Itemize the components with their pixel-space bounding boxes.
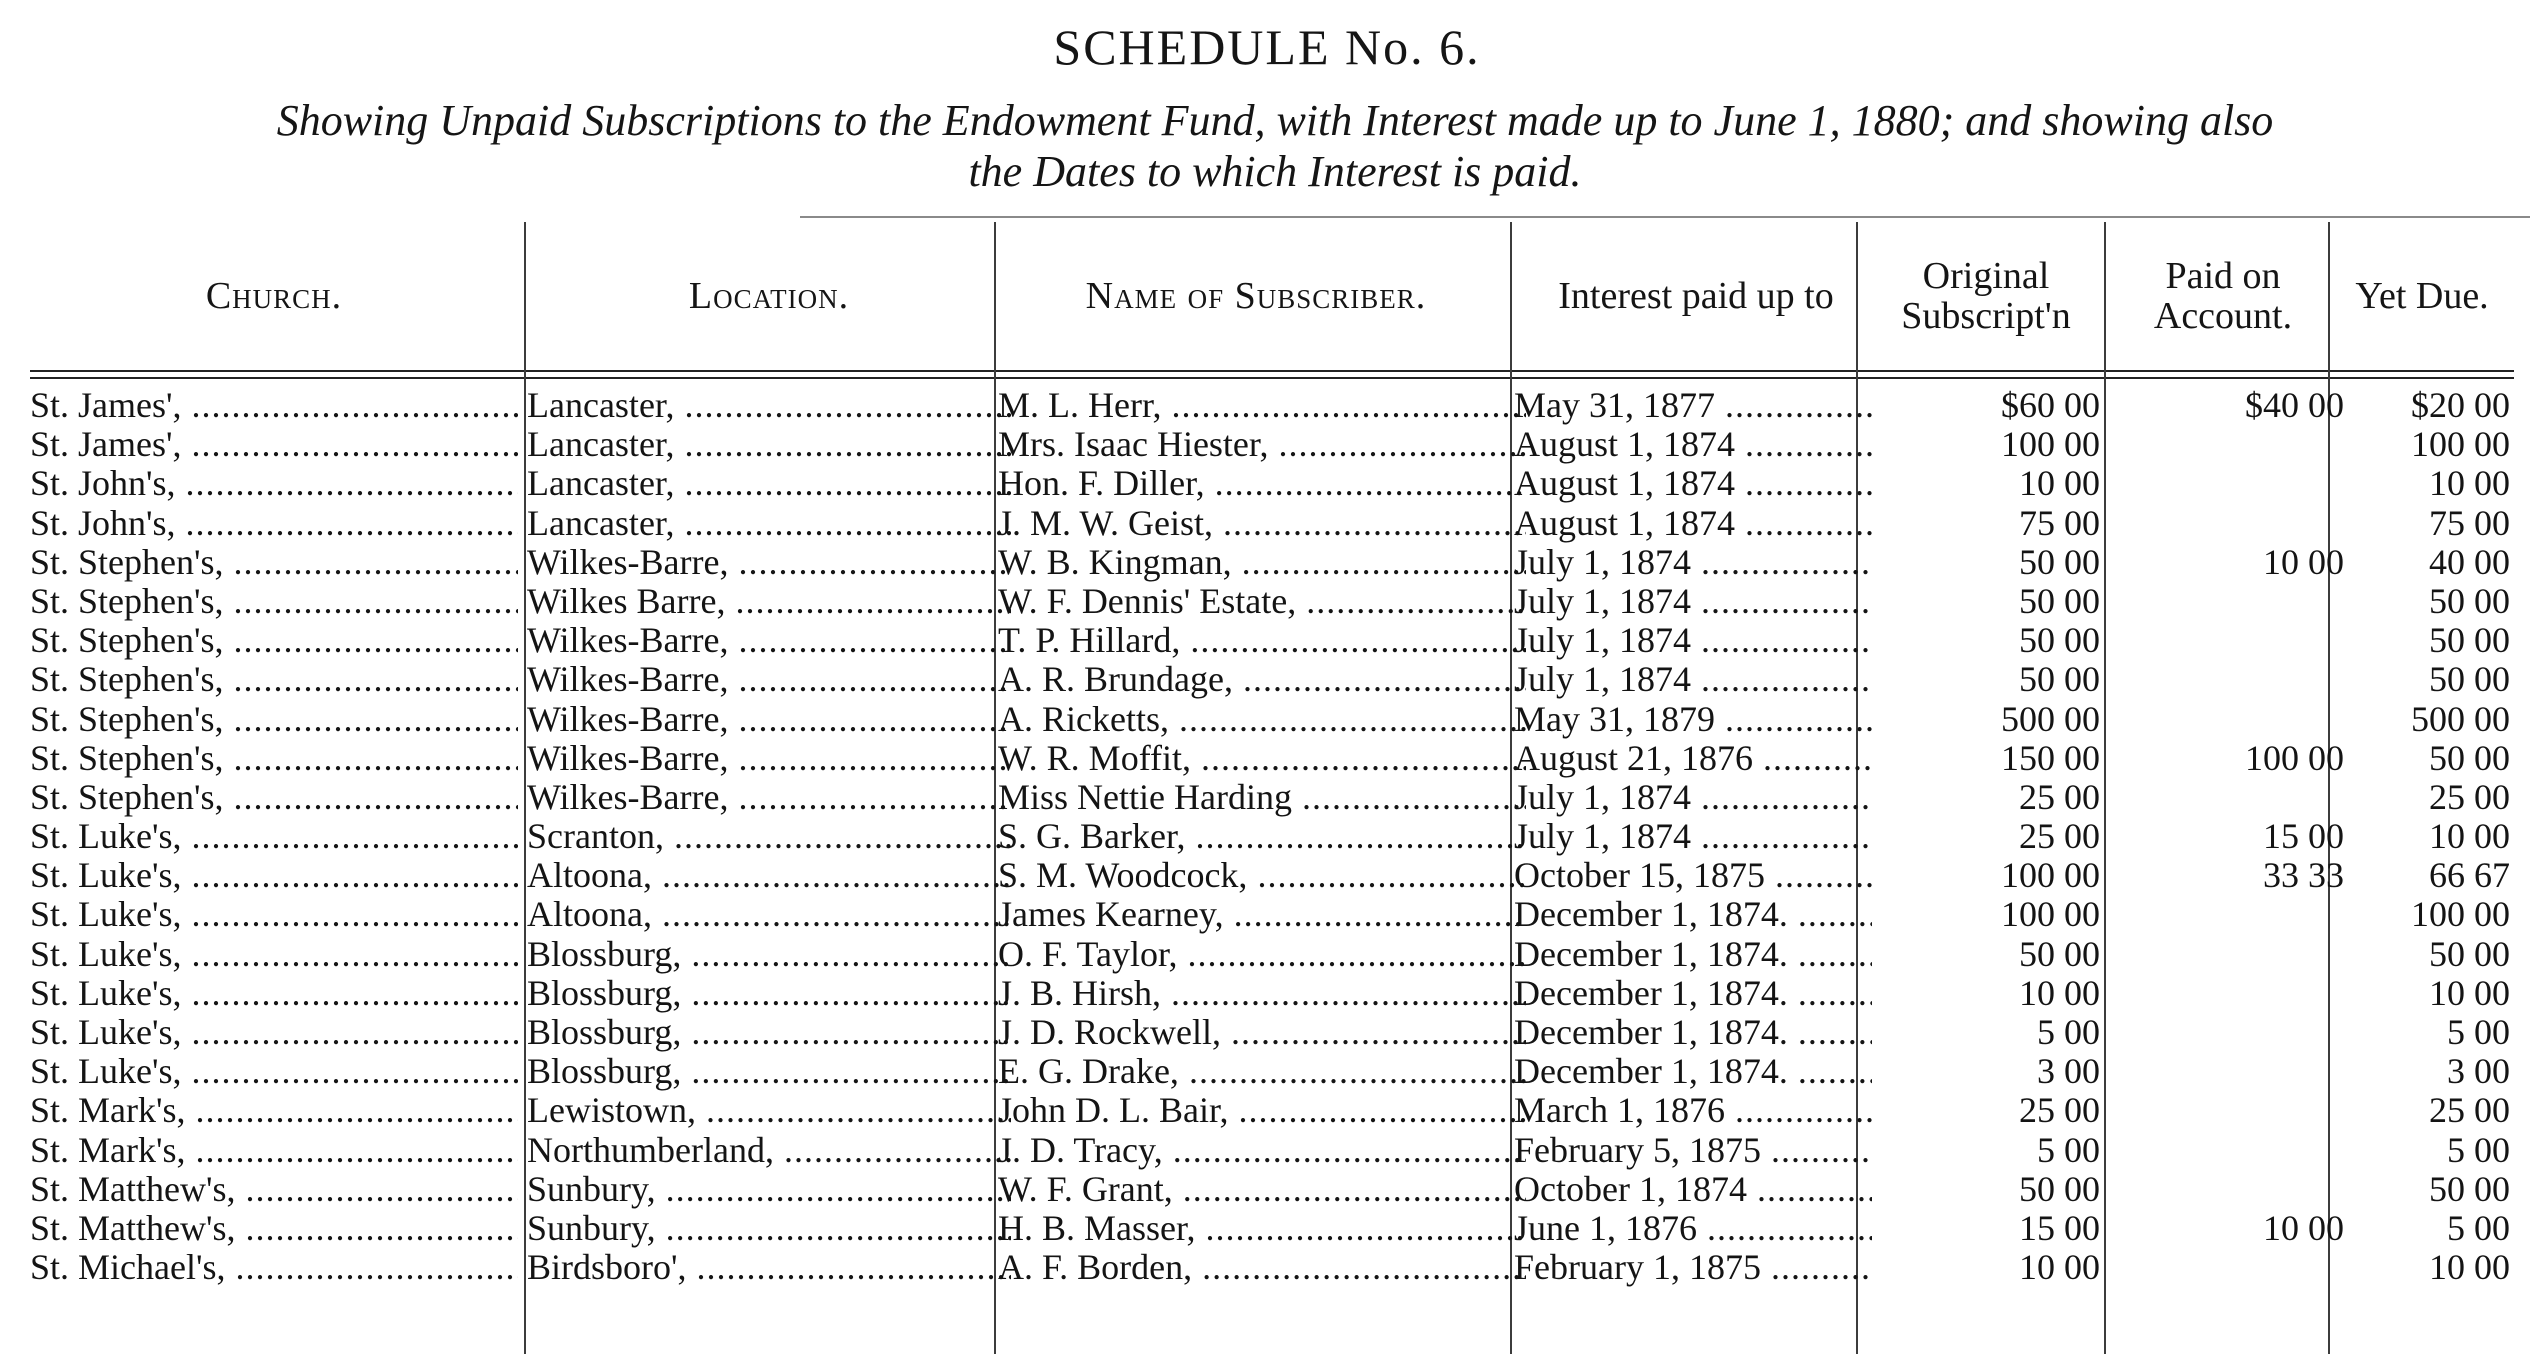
cell-church: St. Stephen's, .....: [30, 778, 518, 817]
cell-subscriber: A. Ricketts, .....: [998, 700, 1526, 739]
cell-original: $60 00: [2001, 386, 2100, 425]
table-row: [30, 856, 2514, 895]
cell-subscriber: Miss Nettie Harding .....: [998, 778, 1526, 817]
cell-interest: July 1, 1874 .....: [1514, 621, 1872, 660]
cell-interest: June 1, 1876 .....: [1514, 1209, 1872, 1248]
cell-church: St. Matthew's, .....: [30, 1209, 518, 1248]
cell-due: 100 00: [2411, 895, 2510, 935]
cell-paid: 33 33: [2263, 856, 2344, 896]
header-rule: [800, 216, 2530, 218]
cell-subscriber: John D. L. Bair, .....: [998, 1091, 1526, 1130]
cell-interest: March 1, 1876 .....: [1514, 1091, 1872, 1130]
cell-original: 150 00: [2001, 738, 2100, 778]
header-location: Location.: [688, 275, 850, 317]
cell-church: St. John's, .....: [30, 464, 518, 503]
cell-due: 10 00: [2429, 817, 2510, 857]
cell-subscriber: W. R. Moffit, .....: [998, 739, 1526, 778]
cell-original: 25 00: [2019, 817, 2100, 857]
cell-original: 10 00: [2019, 973, 2100, 1013]
cell-church: St. James', .....: [30, 386, 518, 425]
cell-due: 10 00: [2429, 1248, 2510, 1288]
cell-location: Wilkes-Barre, .....: [527, 543, 1011, 582]
cell-subscriber: E. G. Drake, .....: [998, 1052, 1526, 1091]
cell-original: 5 00: [2037, 1013, 2100, 1052]
cell-location: Wilkes-Barre, .....: [527, 621, 1011, 660]
table-row: [30, 1052, 2514, 1091]
cell-paid: 10 00: [2263, 542, 2344, 582]
cell-original: 3 00: [2037, 1052, 2100, 1092]
cell-original: 10 00: [2019, 464, 2100, 504]
table-row: [30, 895, 2514, 934]
table-row: [30, 1131, 2514, 1170]
cell-original: 25 00: [2019, 1091, 2100, 1131]
cell-original: 25 00: [2019, 777, 2100, 817]
cell-interest: July 1, 1874 .....: [1514, 543, 1872, 582]
cell-original: 10 00: [2019, 1248, 2100, 1288]
cell-location: Wilkes-Barre, .....: [527, 778, 1011, 817]
cell-interest: July 1, 1874 .....: [1514, 582, 1872, 621]
cell-location: Lancaster, .....: [527, 464, 1011, 503]
cell-original: 50 00: [2019, 581, 2100, 621]
cell-original: 100 00: [2001, 856, 2100, 896]
cell-subscriber: J. B. Hirsh, .....: [998, 974, 1526, 1013]
cell-church: St. Mark's, .....: [30, 1091, 518, 1130]
cell-church: St. John's, .....: [30, 504, 518, 543]
cell-church: St. Luke's, .....: [30, 1052, 518, 1091]
header-paid: [2110, 222, 2336, 370]
cell-interest: May 31, 1877 .....: [1514, 386, 1872, 425]
table-row: [30, 1013, 2514, 1052]
cell-location: Blossburg, .....: [527, 1052, 1011, 1091]
cell-due: 50 00: [2429, 934, 2510, 974]
cell-location: Lancaster, .....: [527, 504, 1011, 543]
cell-church: St. Luke's, .....: [30, 895, 518, 934]
cell-subscriber: W. B. Kingman, .....: [998, 543, 1526, 582]
cell-interest: August 1, 1874 .....: [1514, 425, 1872, 464]
header-original: [1858, 222, 2114, 370]
table-row: [30, 817, 2514, 856]
cell-location: Altoona, .....: [527, 856, 1011, 895]
cell-due: 50 00: [2429, 621, 2510, 661]
cell-original: 75 00: [2019, 503, 2100, 543]
cell-due: $20 00: [2411, 386, 2510, 425]
table-body: [30, 386, 2514, 1287]
cell-due: 40 00: [2429, 542, 2510, 582]
table-row: [30, 1209, 2514, 1248]
cell-subscriber: O. F. Taylor, .....: [998, 935, 1526, 974]
cell-location: Blossburg, .....: [527, 935, 1011, 974]
table-row: [30, 1248, 2514, 1287]
cell-interest: October 1, 1874 .....: [1514, 1170, 1872, 1209]
cell-location: Lewistown, .....: [527, 1091, 1011, 1130]
cell-original: 50 00: [2019, 621, 2100, 661]
cell-interest: December 1, 1874. .....: [1514, 935, 1872, 974]
header-subscriber: Name of Subscriber.: [1085, 275, 1427, 317]
cell-due: 50 00: [2429, 1169, 2510, 1209]
cell-interest: December 1, 1874. .....: [1514, 974, 1872, 1013]
cell-interest: February 1, 1875 .....: [1514, 1248, 1872, 1287]
cell-location: Wilkes-Barre, .....: [527, 739, 1011, 778]
cell-church: St. Stephen's, .....: [30, 582, 518, 621]
header-paid-line-1: Paid on: [2165, 255, 2281, 297]
cell-subscriber: H. B. Masser, .....: [998, 1209, 1526, 1248]
cell-due: 3 00: [2447, 1052, 2510, 1092]
page-title: SCHEDULE No. 6.: [1053, 19, 1481, 75]
cell-location: Altoona, .....: [527, 895, 1011, 934]
cell-location: Wilkes-Barre, .....: [527, 660, 1011, 699]
cell-due: 50 00: [2429, 660, 2510, 700]
cell-church: St. Stephen's, .....: [30, 543, 518, 582]
table-row: [30, 386, 2514, 425]
cell-church: St. Stephen's, .....: [30, 621, 518, 660]
header-due: Yet Due.: [2355, 275, 2489, 317]
cell-subscriber: S. G. Barker, .....: [998, 817, 1526, 856]
cell-subscriber: James Kearney, .....: [998, 895, 1526, 934]
cell-church: St. Matthew's, .....: [30, 1170, 518, 1209]
cell-due: 25 00: [2429, 777, 2510, 817]
table-row: [30, 425, 2514, 464]
table-row: [30, 621, 2514, 660]
cell-church: St. Stephen's, .....: [30, 700, 518, 739]
cell-church: St. Stephen's, .....: [30, 739, 518, 778]
cell-due: 25 00: [2429, 1091, 2510, 1131]
subtitle-line-2: the Dates to which Interest is paid.: [968, 147, 1582, 196]
cell-subscriber: A. F. Borden, .....: [998, 1248, 1526, 1287]
cell-due: 50 00: [2429, 581, 2510, 621]
cell-subscriber: W. F. Dennis' Estate, .....: [998, 582, 1526, 621]
cell-church: St. Luke's, .....: [30, 1013, 518, 1052]
cell-church: St. Stephen's, .....: [30, 660, 518, 699]
cell-subscriber: Mrs. Isaac Hiester, .....: [998, 425, 1526, 464]
table-row: [30, 660, 2514, 699]
cell-location: Scranton, .....: [527, 817, 1011, 856]
cell-paid: 100 00: [2245, 738, 2344, 778]
cell-paid: 10 00: [2263, 1208, 2344, 1248]
table-row: [30, 1091, 2514, 1130]
cell-location: Wilkes-Barre, .....: [527, 700, 1011, 739]
table-row: [30, 974, 2514, 1013]
cell-interest: July 1, 1874 .....: [1514, 817, 1872, 856]
cell-location: Birdsboro', .....: [527, 1248, 1011, 1287]
cell-due: 66 67: [2429, 856, 2510, 896]
table-row: [30, 543, 2514, 582]
cell-subscriber: M. L. Herr, .....: [998, 386, 1526, 425]
cell-original: 50 00: [2019, 1169, 2100, 1209]
cell-original: 50 00: [2019, 934, 2100, 974]
cell-interest: December 1, 1874. .....: [1514, 1052, 1872, 1091]
cell-paid: $40 00: [2245, 386, 2344, 425]
cell-church: St. Luke's, .....: [30, 935, 518, 974]
cell-interest: July 1, 1874 .....: [1514, 778, 1872, 817]
cell-original: 100 00: [2001, 895, 2100, 935]
cell-subscriber: J. M. W. Geist, .....: [998, 504, 1526, 543]
table-row: [30, 582, 2514, 621]
cell-original: 50 00: [2019, 542, 2100, 582]
cell-interest: May 31, 1879 .....: [1514, 700, 1872, 739]
cell-subscriber: W. F. Grant, .....: [998, 1170, 1526, 1209]
cell-due: 50 00: [2429, 738, 2510, 778]
table-row: [30, 504, 2514, 543]
table-row: [30, 935, 2514, 974]
cell-location: Lancaster, .....: [527, 425, 1011, 464]
cell-subscriber: T. P. Hillard, .....: [998, 621, 1526, 660]
cell-interest: August 21, 1876 .....: [1514, 739, 1872, 778]
cell-due: 10 00: [2429, 464, 2510, 504]
cell-interest: December 1, 1874. .....: [1514, 1013, 1872, 1052]
header-church: Church.: [205, 275, 343, 317]
cell-location: Northumberland, .....: [527, 1131, 1011, 1170]
table-row: [30, 1170, 2514, 1209]
cell-interest: December 1, 1874. .....: [1514, 895, 1872, 934]
cell-location: Lancaster, .....: [527, 386, 1011, 425]
cell-original: 100 00: [2001, 425, 2100, 465]
cell-interest: August 1, 1874 .....: [1514, 464, 1872, 503]
cell-church: St. James', .....: [30, 425, 518, 464]
table-row: [30, 464, 2514, 503]
subtitle-line-1: Showing Unpaid Subscriptions to the Endowment Fund, with Interest made up to June 1, 1880; and showing also: [276, 96, 2274, 145]
cell-due: 500 00: [2411, 699, 2510, 739]
cell-church: St. Mark's, .....: [30, 1131, 518, 1170]
cell-location: Sunbury, .....: [527, 1170, 1011, 1209]
cell-interest: August 1, 1874 .....: [1514, 504, 1872, 543]
cell-church: St. Luke's, .....: [30, 974, 518, 1013]
cell-subscriber: S. M. Woodcock, .....: [998, 856, 1526, 895]
cell-due: 5 00: [2447, 1130, 2510, 1170]
table-row: [30, 778, 2514, 817]
cell-interest: October 15, 1875 .....: [1514, 856, 1872, 895]
cell-subscriber: Hon. F. Diller, .....: [998, 464, 1526, 503]
table-row: [30, 700, 2514, 739]
header-interest: Interest paid up to: [1558, 275, 1834, 317]
cell-church: St. Michael's, .....: [30, 1248, 518, 1287]
cell-location: Blossburg, .....: [527, 974, 1011, 1013]
cell-location: Blossburg, .....: [527, 1013, 1011, 1052]
cell-subscriber: J. D. Rockwell, .....: [998, 1013, 1526, 1052]
cell-church: St. Luke's, .....: [30, 817, 518, 856]
cell-paid: 15 00: [2263, 817, 2344, 857]
cell-interest: February 5, 1875 .....: [1514, 1131, 1872, 1170]
cell-due: 100 00: [2411, 425, 2510, 465]
cell-due: 5 00: [2447, 1013, 2510, 1052]
cell-church: St. Luke's, .....: [30, 856, 518, 895]
header-original-line-2: Subscript'n: [1901, 295, 2071, 337]
cell-due: 5 00: [2447, 1208, 2510, 1248]
table-row: [30, 739, 2514, 778]
header-double-rule: [30, 370, 2514, 379]
header-original-line-1: Original: [1922, 255, 2050, 297]
cell-original: 15 00: [2019, 1208, 2100, 1248]
header-paid-line-2: Account.: [2153, 295, 2293, 337]
cell-due: 10 00: [2429, 973, 2510, 1013]
cell-original: 500 00: [2001, 699, 2100, 739]
cell-original: 5 00: [2037, 1130, 2100, 1170]
cell-location: Sunbury, .....: [527, 1209, 1011, 1248]
cell-original: 50 00: [2019, 660, 2100, 700]
cell-due: 75 00: [2429, 503, 2510, 543]
cell-interest: July 1, 1874 .....: [1514, 660, 1872, 699]
cell-subscriber: J. D. Tracy, .....: [998, 1131, 1526, 1170]
cell-subscriber: A. R. Brundage, .....: [998, 660, 1526, 699]
page-subtitle: [40, 95, 2510, 197]
cell-location: Wilkes Barre, .....: [527, 582, 1011, 621]
